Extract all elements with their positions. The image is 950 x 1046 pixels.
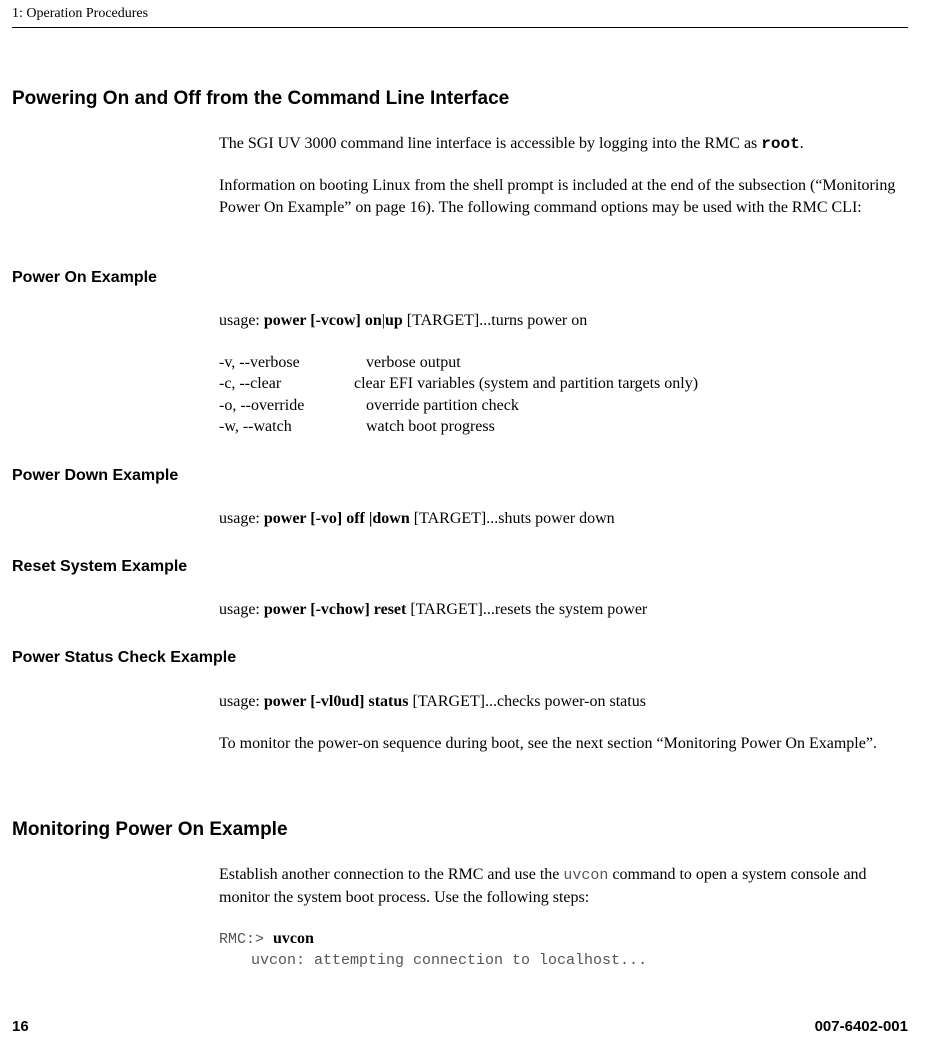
booting-info-paragraph: Information on booting Linux from the shell prompt is included at the end of the subsection (“Monitoring Power On Example” on page 16). The following command options may be used with the RMC CLI: xyxy=(219,177,896,216)
option-flag: -o, --override xyxy=(219,397,305,414)
option-description: verbose output xyxy=(366,354,461,371)
uvcon-command: uvcon xyxy=(273,930,314,947)
usage-command-alt: up xyxy=(384,312,403,329)
section-title-monitoring: Monitoring Power On Example xyxy=(12,819,288,840)
reset-heading: Reset System Example xyxy=(12,558,188,575)
root-code: root xyxy=(761,135,800,153)
usage-command: power [-vl0ud] status xyxy=(263,693,409,710)
uvcon-code: uvcon xyxy=(563,867,609,884)
usage-description: [TARGET]...shuts power down xyxy=(409,510,615,527)
usage-command: power [-vchow] reset xyxy=(263,601,407,618)
monitoring-text: Establish another connection to the RMC and use the xyxy=(219,866,564,883)
usage-label: usage: xyxy=(219,693,264,710)
intro-period: . xyxy=(799,135,804,152)
usage-label: usage: xyxy=(219,312,264,329)
header-rule xyxy=(12,27,908,28)
intro-paragraph xyxy=(219,133,909,155)
status-heading: Power Status Check Example xyxy=(12,649,237,666)
console-prompt-line xyxy=(219,928,314,951)
power-down-usage xyxy=(219,508,909,530)
document-number: 007-6402-001 xyxy=(814,1018,908,1035)
option-flag: -w, --watch xyxy=(219,418,292,435)
usage-description: [TARGET]...turns power on xyxy=(402,312,588,329)
reset-usage xyxy=(219,599,909,621)
usage-label: usage: xyxy=(219,601,264,618)
option-description: watch boot progress xyxy=(366,418,495,435)
power-down-heading: Power Down Example xyxy=(12,467,179,484)
option-flag: -v, --verbose xyxy=(219,354,300,371)
usage-command: power [-vcow] on xyxy=(263,312,382,329)
console-output-line: uvcon: attempting connection to localhost... xyxy=(251,952,648,969)
usage-separator: | xyxy=(381,312,385,329)
usage-command: power [-vo] off |down xyxy=(263,510,410,527)
monitoring-paragraph xyxy=(219,864,909,909)
section-title-powering: Powering On and Off from the Command Line Interface xyxy=(12,88,510,109)
monitoring-text-end: command to open a system console and monitor the system boot process. Use the following steps: xyxy=(219,866,867,906)
usage-description: [TARGET]...resets the system power xyxy=(406,601,648,618)
page-number: 16 xyxy=(12,1018,29,1035)
status-note: To monitor the power-on sequence during boot, see the next section “Monitoring Power On Example”. xyxy=(219,735,877,752)
option-description: clear EFI variables (system and partition targets only) xyxy=(354,375,699,392)
status-usage xyxy=(219,691,909,713)
power-on-heading: Power On Example xyxy=(12,269,157,286)
intro-text: The SGI UV 3000 command line interface is accessible by logging into the RMC as xyxy=(219,135,762,152)
usage-description: [TARGET]...checks power-on status xyxy=(408,693,646,710)
option-description: override partition check xyxy=(366,397,519,414)
usage-label: usage: xyxy=(219,510,264,527)
power-on-usage xyxy=(219,310,909,332)
running-header: 1: Operation Procedures xyxy=(12,6,149,21)
rmc-prompt: RMC:> xyxy=(219,931,274,948)
option-flag: -c, --clear xyxy=(219,375,282,392)
